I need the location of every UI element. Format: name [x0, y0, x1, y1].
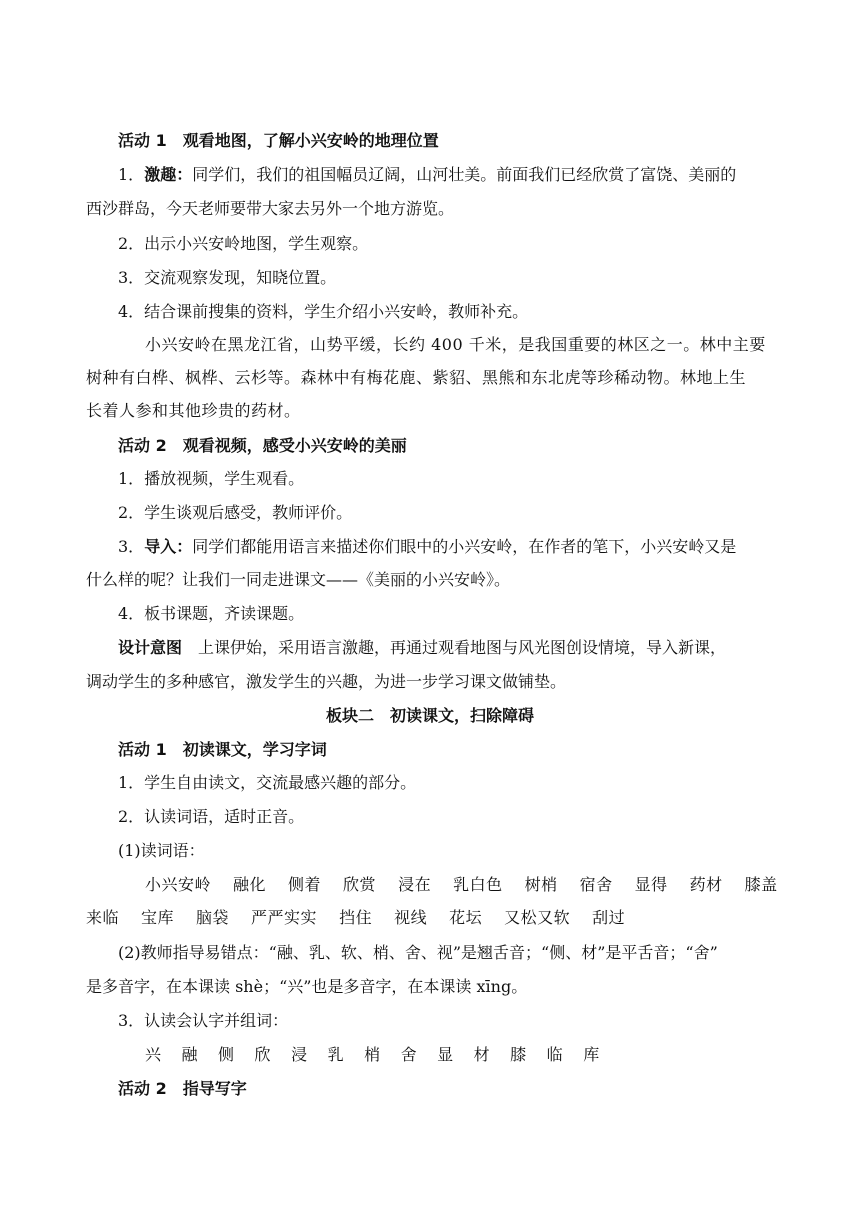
character-item: 库: [583, 1045, 600, 1064]
pronunciation-note: (2)教师指导易错点：“融、乳、软、梢、舍、视”是翘舌音；“侧、材”是平舌音；“舍”: [118, 943, 718, 962]
word-item: 树梢: [524, 875, 558, 894]
activity-2-paragraph-3: [118, 537, 808, 557]
paragraph-3: 3．交流观察发现，知晓位置。: [118, 268, 337, 287]
activity-1-title: 活动 1 观看地图，了解小兴安岭的地理位置: [118, 131, 439, 150]
word-item: 严严实实: [251, 908, 318, 927]
read-words-label: (1)读词语：: [118, 841, 205, 860]
section-2-paragraph-3: 3．认读会认字并组词：: [118, 1011, 289, 1030]
word-item: 乳白色: [453, 875, 503, 894]
character-item: 乳: [327, 1045, 345, 1064]
section-2-paragraph-1: 1．学生自由读文，交流最感兴趣的部分。: [118, 773, 417, 792]
activity-2-paragraph-3-label: 导入：: [144, 537, 193, 556]
section-2-heading: 板块二 初读课文，扫除障碍: [325, 706, 534, 725]
info-line-1: 小兴安岭在黑龙江省，山势平缓，长约 400 千米，是我国重要的林区之一。林中主要: [145, 335, 766, 354]
character-list: [145, 1045, 835, 1065]
paragraph-1-number: 1．: [118, 165, 145, 184]
word-item: 花坛: [449, 908, 483, 927]
activity-2-title: 活动 2 观看视频，感受小兴安岭的美丽: [118, 436, 407, 455]
word-item: 浸在: [398, 875, 432, 894]
word-item: 刮过: [592, 908, 626, 927]
character-item: 材: [473, 1045, 491, 1064]
activity-2-paragraph-3-continued: 什么样的呢？让我们一同走进课文——《美丽的小兴安岭》。: [86, 570, 511, 589]
character-item: 浸: [291, 1045, 308, 1064]
section-2-paragraph-2: 2．认读词语，适时正音。: [118, 807, 305, 826]
word-item: 宿舍: [579, 875, 613, 894]
character-item: 临: [546, 1045, 564, 1064]
character-item: 欣: [254, 1045, 272, 1064]
character-item: 融: [181, 1045, 199, 1064]
word-item: 宝库: [141, 908, 175, 927]
paragraph-2: 2．出示小兴安岭地图，学生观察。: [118, 234, 369, 253]
character-item: 梢: [364, 1045, 381, 1064]
character-item: 舍: [400, 1045, 418, 1064]
activity-2-paragraph-3-text: 同学们都能用语言来描述你们眼中的小兴安岭，在作者的笔下，小兴安岭又是: [192, 537, 737, 556]
word-list-row-2: [86, 908, 776, 928]
section-2-activity-2-title: 活动 2 指导写字: [118, 1079, 247, 1098]
paragraph-1-text: 同学们，我们的祖国幅员辽阔，山河壮美。前面我们已经欣赏了富饶、美丽的: [192, 165, 737, 184]
character-item: 侧: [218, 1045, 235, 1064]
activity-2-paragraph-2: 2．学生谈观后感受，教师评价。: [118, 503, 353, 522]
character-item: 膝: [510, 1045, 527, 1064]
word-item: 视线: [394, 908, 428, 927]
info-line-2: 树种有白桦、枫桦、云杉等。森林中有梅花鹿、紫貂、黑熊和东北虎等珍稀动物。林地上生: [86, 368, 747, 387]
paragraph-1-label: 激趣：: [144, 165, 193, 184]
section-2-activity-1-title: 活动 1 初读课文，学习字词: [118, 740, 327, 759]
pronunciation-note-continued: 是多音字，在本课读 shè；“兴”也是多音字，在本课读 xīng。: [86, 977, 528, 996]
word-item: 挡住: [339, 908, 373, 927]
word-item: 药材: [689, 875, 723, 894]
word-item: 侧着: [288, 875, 322, 894]
design-intent: [118, 638, 808, 658]
paragraph-1-continued: 西沙群岛，今天老师要带大家去另外一个地方游览。: [86, 199, 455, 218]
paragraph-4: 4．结合课前搜集的资料，学生介绍小兴安岭，教师补充。: [118, 302, 529, 321]
word-item: 又松又软: [504, 908, 571, 927]
word-list-row-1: [145, 875, 835, 895]
design-intent-continued: 调动学生的多种感官，激发学生的兴趣，为进一步学习课文做铺垫。: [86, 672, 567, 691]
word-item: 小兴安岭: [145, 875, 212, 894]
word-item: 脑袋: [196, 908, 230, 927]
design-intent-text: 上课伊始，采用语言激趣，再通过观看地图与风光图创设情境，导入新课，: [182, 638, 727, 657]
word-item: 来临: [86, 908, 120, 927]
character-item: 显: [437, 1045, 454, 1064]
activity-2-paragraph-4: 4．板书课题，齐读课题。: [118, 604, 305, 623]
info-line-3: 长着人参和其他珍贵的药材。: [86, 401, 301, 420]
activity-2-paragraph-1: 1．播放视频，学生观看。: [118, 469, 305, 488]
word-item: 欣赏: [343, 875, 377, 894]
character-item: 兴: [145, 1045, 162, 1064]
word-item: 显得: [634, 875, 668, 894]
activity-2-paragraph-3-number: 3．: [118, 537, 145, 556]
word-item: 融化: [233, 875, 267, 894]
design-intent-label: 设计意图: [118, 638, 183, 657]
word-item: 膝盖: [744, 875, 778, 894]
paragraph-1: [118, 165, 808, 185]
